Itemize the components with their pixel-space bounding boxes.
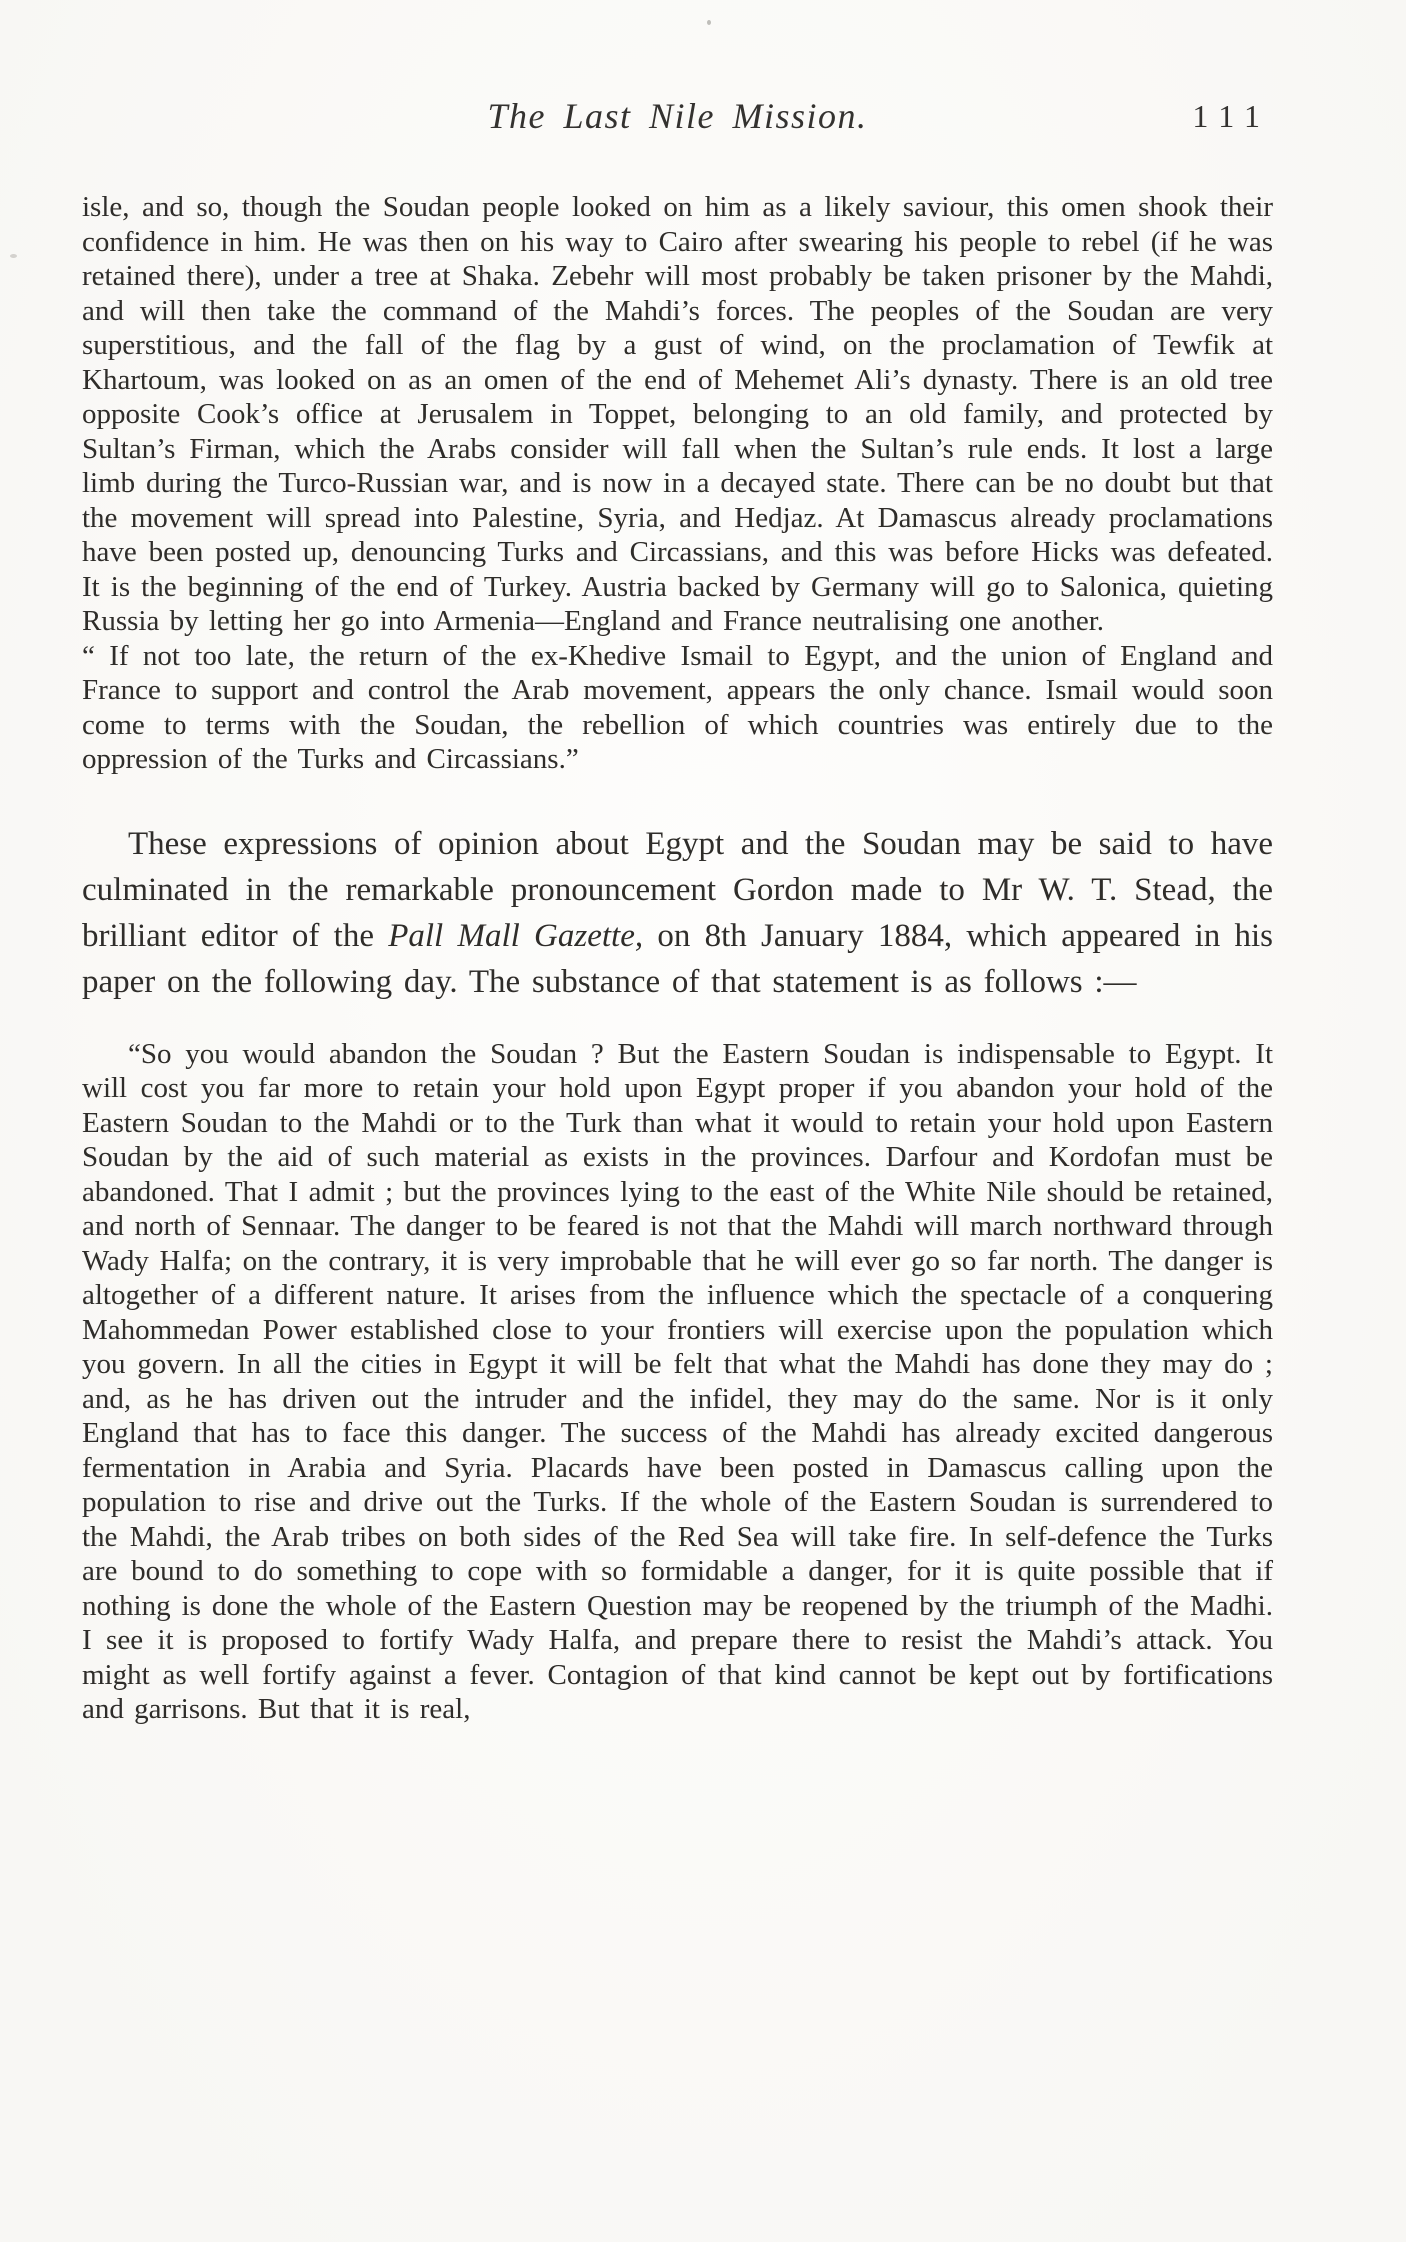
page-header	[82, 92, 1273, 144]
narrative-text-after: on 8th January 1884, which appeared in his paper on the following day. The substance of that statement is as follows :—	[82, 917, 1273, 1000]
publication-title: Pall Mall Gazette,	[388, 917, 644, 954]
paragraph-stead-statement: “So you would abandon the Soudan ? But the Eastern Soudan is indispensable to Egypt. It will cost you far more to retain your hold upon Egypt proper if you abandon your hold of the Eastern Soudan to the Mahdi or to the Turk than what it would to retain your hold upon Eastern Soudan by the aid of such material as exists in the provinces. Darfour and Kordofan must be abandoned. That I admit ; but the provinces lying to the east of the White Nile should be retained, and north of Sennaar. The danger to be feared is not that the Mahdi will march northward through Wady Halfa; on the contrary, it is very improbable that he will ever go so far north. The danger is altogether of a different nature. It arises from the influence which the spectacle of a conquering Mahommedan Power established close to your frontiers will exercise upon the population which you govern. In all the cities in Egypt it will be felt that what the Mahdi has done they may do ; and, as he has driven out the intruder and the infidel, they may do the same. Nor is it only England that has to face this danger. The success of the Mahdi has already excited dangerous fermentation in Arabia and Syria. Placards have been posted in Damascus calling upon the population to rise and drive out the Turks. If the whole of the Eastern Soudan is surrendered to the Mahdi, the Arab tribes on both sides of the Red Sea will take fire. In self-defence the Turks are bound to do something to cope with so formidable a danger, for it is quite possible that if nothing is done the whole of the Eastern Question may be reopened by the triumph of the Madhi. I see it is proposed to fortify Wady Halfa, and prepare there to resist the Mahdi’s attack. You might as well fortify against a fever. Contagion of that kind cannot be kept out by fortifications and garrisons. But that it is real,	[82, 1037, 1273, 1725]
running-title: The Last Nile Mission.	[487, 96, 868, 136]
paragraph-letter-continuation: isle, and so, though the Soudan people looked on him as a likely saviour, this omen shook their confidence in him. He was then on his way to Cairo after swearing his people to rebel (if he was retained there), under a tree at Shaka. Zebehr will most probably be taken prisoner by the Mahdi, and will then take the command of the Mahdi’s forces. The peoples of the Soudan are very superstitious, and the fall of the flag by a gust of wind, on the proclamation of Tewfik at Khartoum, was looked on as an omen of the end of Mehemet Ali’s dynasty. There is an old tree opposite Cook’s office at Jerusalem in Toppet, belonging to an old family, and protected by Sultan’s Firman, which the Arabs consider will fall when the Sultan’s rule ends. It lost a large limb during the Turco-Russian war, and is now in a decayed state. There can be no doubt but that the movement will spread into Palestine, Syria, and Hedjaz. At Damascus already proclamations have been posted up, denouncing Turks and Circassians, and this was before Hicks was defeated. It is the beginning of the end of Turkey. Austria backed by Germany will go to Salonica, quieting Russia by letting her go into Armenia—England and France neutralising one another.	[82, 191, 1273, 637]
paragraph-narrative	[82, 821, 1273, 1005]
narrative-text-before: These expressions of opinion about Egypt and the Soudan may be said to have culminated in the remarkable pronouncement Gordon made to Mr W. T. Stead, the brilliant editor of the	[82, 825, 1273, 954]
paragraph-letter-conclusion: “ If not too late, the return of the ex-Khedive Ismail to Egypt, and the union of England and France to support and control the Arab movement, appears the only chance. Ismail would soon come to terms with the Soudan, the rebellion of which countries was entirely due to the oppression of the Turks and Circassians.”	[82, 639, 1273, 775]
scan-speck	[707, 20, 711, 25]
text-block	[82, 190, 1273, 1727]
page-number: 111	[1192, 98, 1271, 134]
scan-speck	[10, 254, 17, 258]
